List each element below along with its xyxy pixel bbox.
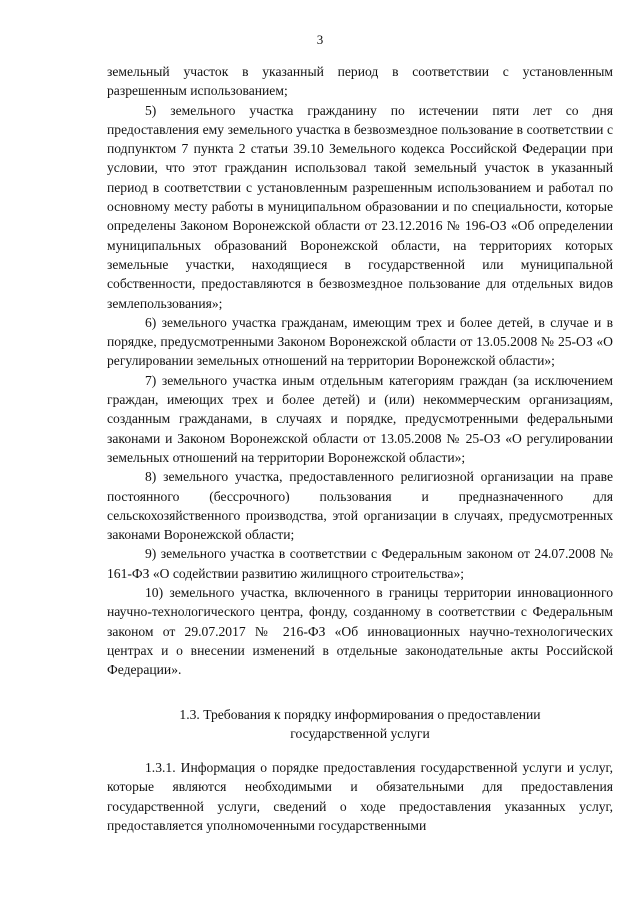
- section-paragraph: 1.3.1. Информация о порядке предоставления государственной услуги и услуг, которые являются необходимыми и обязательными для предоставления государственной услуги, сведений о ходе предоставления указанных услуг, предоставляется уполномоченными государственными: [107, 760, 613, 833]
- list-item-9: 9) земельного участка в соответствии с Федеральным законом от 24.07.2008 № 161-ФЗ «О содействии развитию жилищного строительства»;: [107, 546, 613, 581]
- list-item-5: 5) земельного участка гражданину по истечении пяти лет со дня предоставления ему земельного участка в безвозмездное пользование в соответствии с подпунктом 7 пункта 2 статьи 39.10 Земельного кодекса Российской Федерации при условии, что этот гражданин использовал такой земельный участок в указанный период в соответствии с установленным разрешенным использованием и работал по основному месту работы в муниципальном образовании и по специальности, которые определены Законом Воронежской области от 23.12.2016 № 196-ОЗ «Об определении муниципальных образований Воронежской области, на территориях которых земельные участки, находящиеся в государственной или муниципальной собственности, предоставляются в безвозмездное пользование для отдельных видов землепользования»;: [107, 102, 613, 311]
- list-item-6: 6) земельного участка гражданам, имеющим трех и более детей, в случае и в порядке, предусмотренными Законом Воронежской области от 13.05.2008 № 25-ОЗ «О регулировании земельных отношений на территории Воронежской области»;: [107, 314, 613, 369]
- paragraph-continuation: земельный участок в указанный период в соответствии с установленным разрешенным использованием;: [107, 64, 613, 99]
- document-body: [107, 62, 613, 680]
- list-item-7: 7) земельного участка иным отдельным категориям граждан (за исключением граждан, имеющих трех и более детей) и (или) некоммерческим организациям, созданным гражданами, в случаях и порядке, предусмотренными федеральными законами и Законом Воронежской области от 13.05.2008 № 25-ОЗ «О регулировании земельных отношений на территории Воронежской области»;: [107, 372, 613, 465]
- list-item-10: 10) земельного участка, включенного в границы территории инновационного научно-технологического центра, фонду, созданному в соответствии с Федеральным законом от 29.07.2017 № 216-ФЗ «Об инновационных научно-технологических центрах и о внесении изменений в отдельные законодательные акты Российской Федерации».: [107, 585, 613, 678]
- page-number: 3: [316, 32, 324, 47]
- section-heading-line-2: государственной услуги: [290, 726, 430, 742]
- section-body: [107, 758, 613, 835]
- section-heading-line-1: 1.3. Требования к порядку информирования о предоставлении: [179, 707, 541, 722]
- section-heading: [107, 705, 613, 744]
- list-item-8: 8) земельного участка, предоставленного религиозной организации на праве постоянного (бессрочного) пользования и предназначенного для сельскохозяйственного производства, этой организации в случаях, предусмотренных законами Воронежской области;: [107, 469, 613, 543]
